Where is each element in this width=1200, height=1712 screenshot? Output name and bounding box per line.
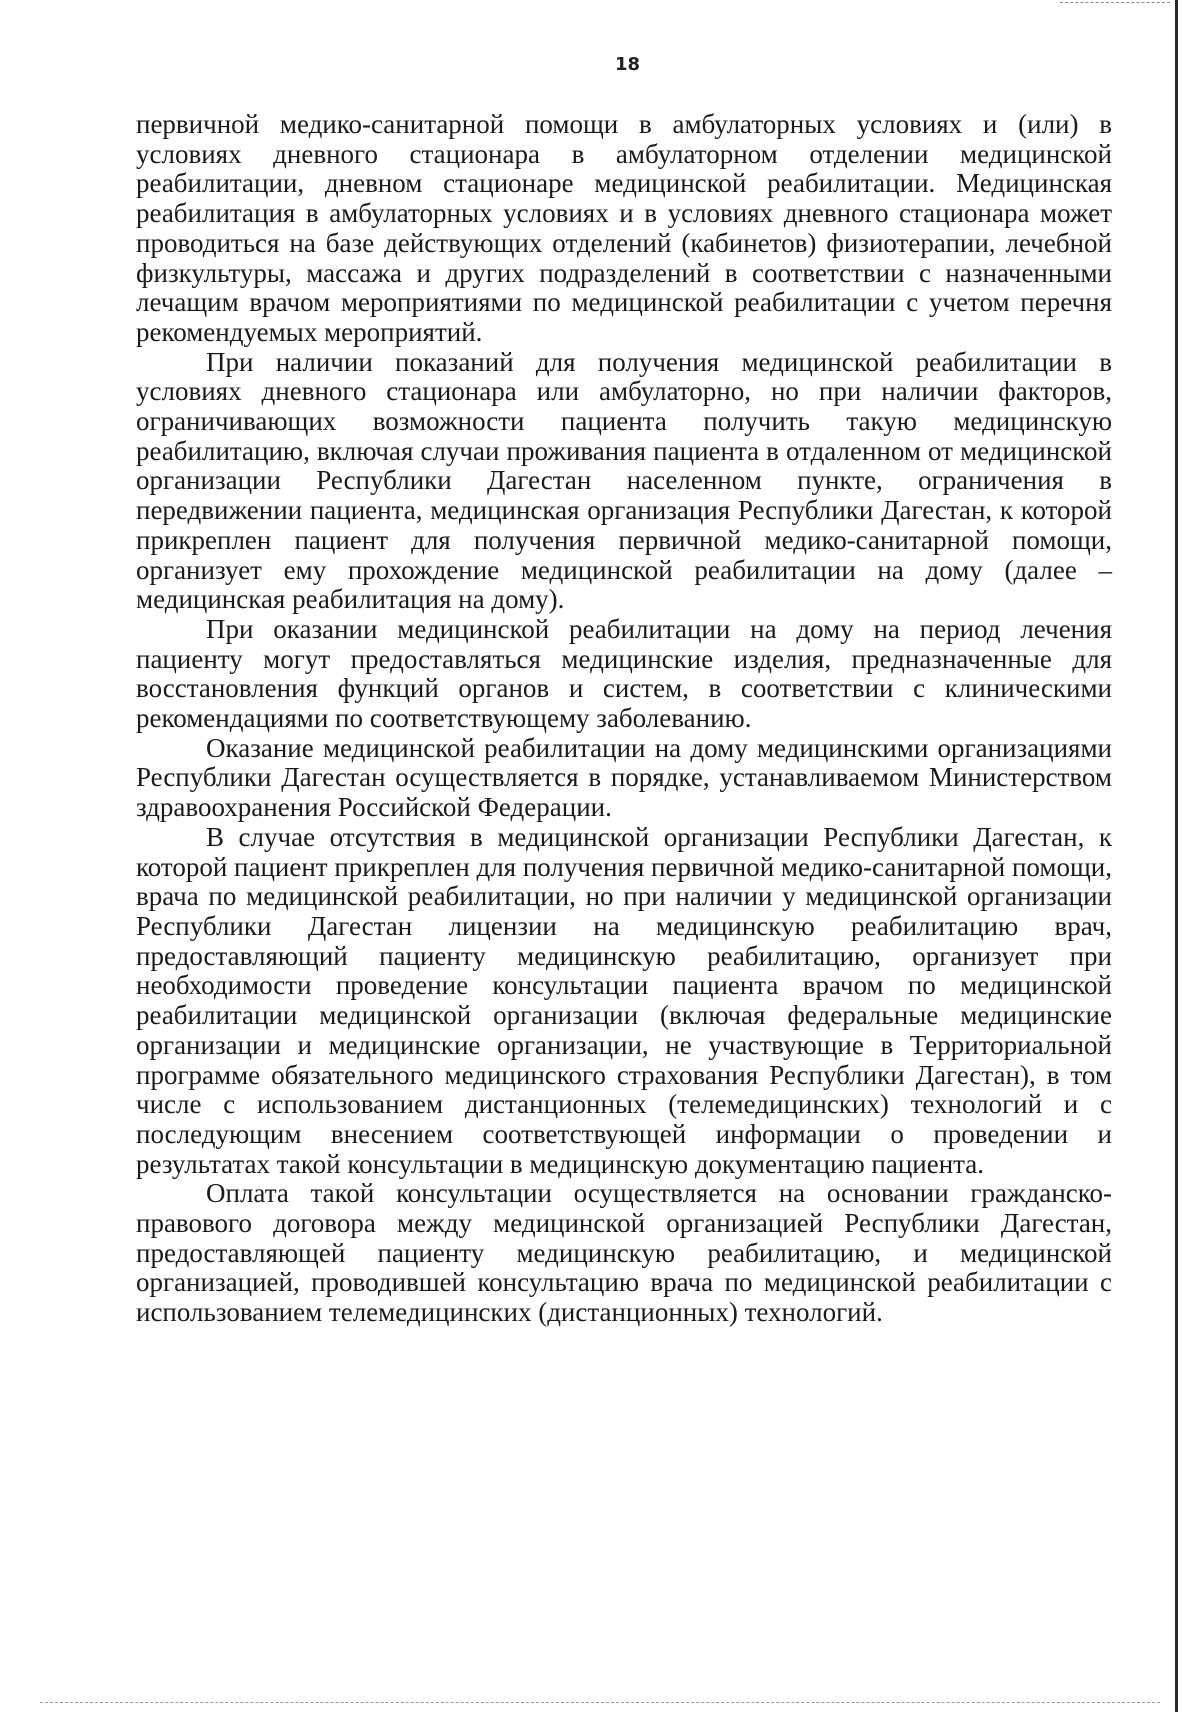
paragraph-payment: Оплата такой консультации осуществляется на основании гражданско-правового договора между медицинской организацией Республики Дагестан, предоставляющей пациенту медицинскую реабилитацию, и медицинской организацией, проводившей консультацию врача по медицинской реабилитации с использованием телемедицинских (дистанционных) технологий.	[136, 1178, 1112, 1328]
page-number: 18	[614, 54, 641, 75]
paragraph-procedure: Оказание медицинской реабилитации на дому медицинскими организациями Республики Дагестан осуществляется в порядке, устанавливаемом Министерством здравоохранения Российской Федерации.	[136, 732, 1112, 823]
paragraph-continuation: первичной медико-санитарной помощи в амбулаторных условиях и (или) в условиях дневного стационара в амбулаторном отделении медицинской реабилитации, дневном стационаре медицинской реабилитации. Медицинская реабилитация в амбулаторных условиях и в условиях дневного стационара может проводиться на базе действующих отделений (кабинетов) физиотерапии, лечебной физкультуры, массажа и других подразделений в соответствии с назначенными лечащим врачом мероприятиями по медицинской реабилитации с учетом перечня рекомендуемых мероприятий.	[136, 109, 1112, 347]
scan-edge-bottom	[40, 1702, 1160, 1704]
paragraph-medical-devices: При оказании медицинской реабилитации на дому на период лечения пациенту могут предоставляться медицинские изделия, предназначенные для восстановления функций органов и систем, в соответствии с клиническими рекомендациями по соответствующему заболеванию.	[136, 613, 1112, 734]
paragraph-home-rehabilitation: При наличии показаний для получения медицинской реабилитации в условиях дневного стационара или амбулаторно, но при наличии факторов, ограничивающих возможности пациента получить такую медицинскую реабилитацию, включая случаи проживания пациента в отдаленном от медицинской организации Республики Дагестан населенном пункте, ограничения в передвижении пациента, медицинская организация Республики Дагестан, к которой прикреплен пациент для получения первичной медико-санитарной помощи, организует ему прохождение медицинской реабилитации на дому (далее – медицинская реабилитация на дому).	[136, 346, 1112, 615]
scan-edge-top	[1060, 2, 1170, 4]
scan-edge-right	[1175, 0, 1178, 1712]
document-body	[136, 110, 1112, 1328]
paragraph-consultation: В случае отсутствия в медицинской организации Республики Дагестан, к которой пациент прикреплен для получения первичной медико-санитарной помощи, врача по медицинской реабилитации, но при наличии у медицинской организации Республики Дагестан лицензии на медицинскую реабилитацию врач, предоставляющий пациенту медицинскую реабилитацию, организует при необходимости проведение консультации пациента врачом по медицинской реабилитации медицинской организации (включая федеральные медицинские организации и медицинские организации, не участвующие в Территориальной программе обязательного медицинского страхования Республики Дагестан), в том числе с использованием дистанционных (телемедицинских) технологий и с последующим внесением соответствующей информации о проведении и результатах такой консультации в медицинскую документацию пациента.	[136, 821, 1112, 1179]
